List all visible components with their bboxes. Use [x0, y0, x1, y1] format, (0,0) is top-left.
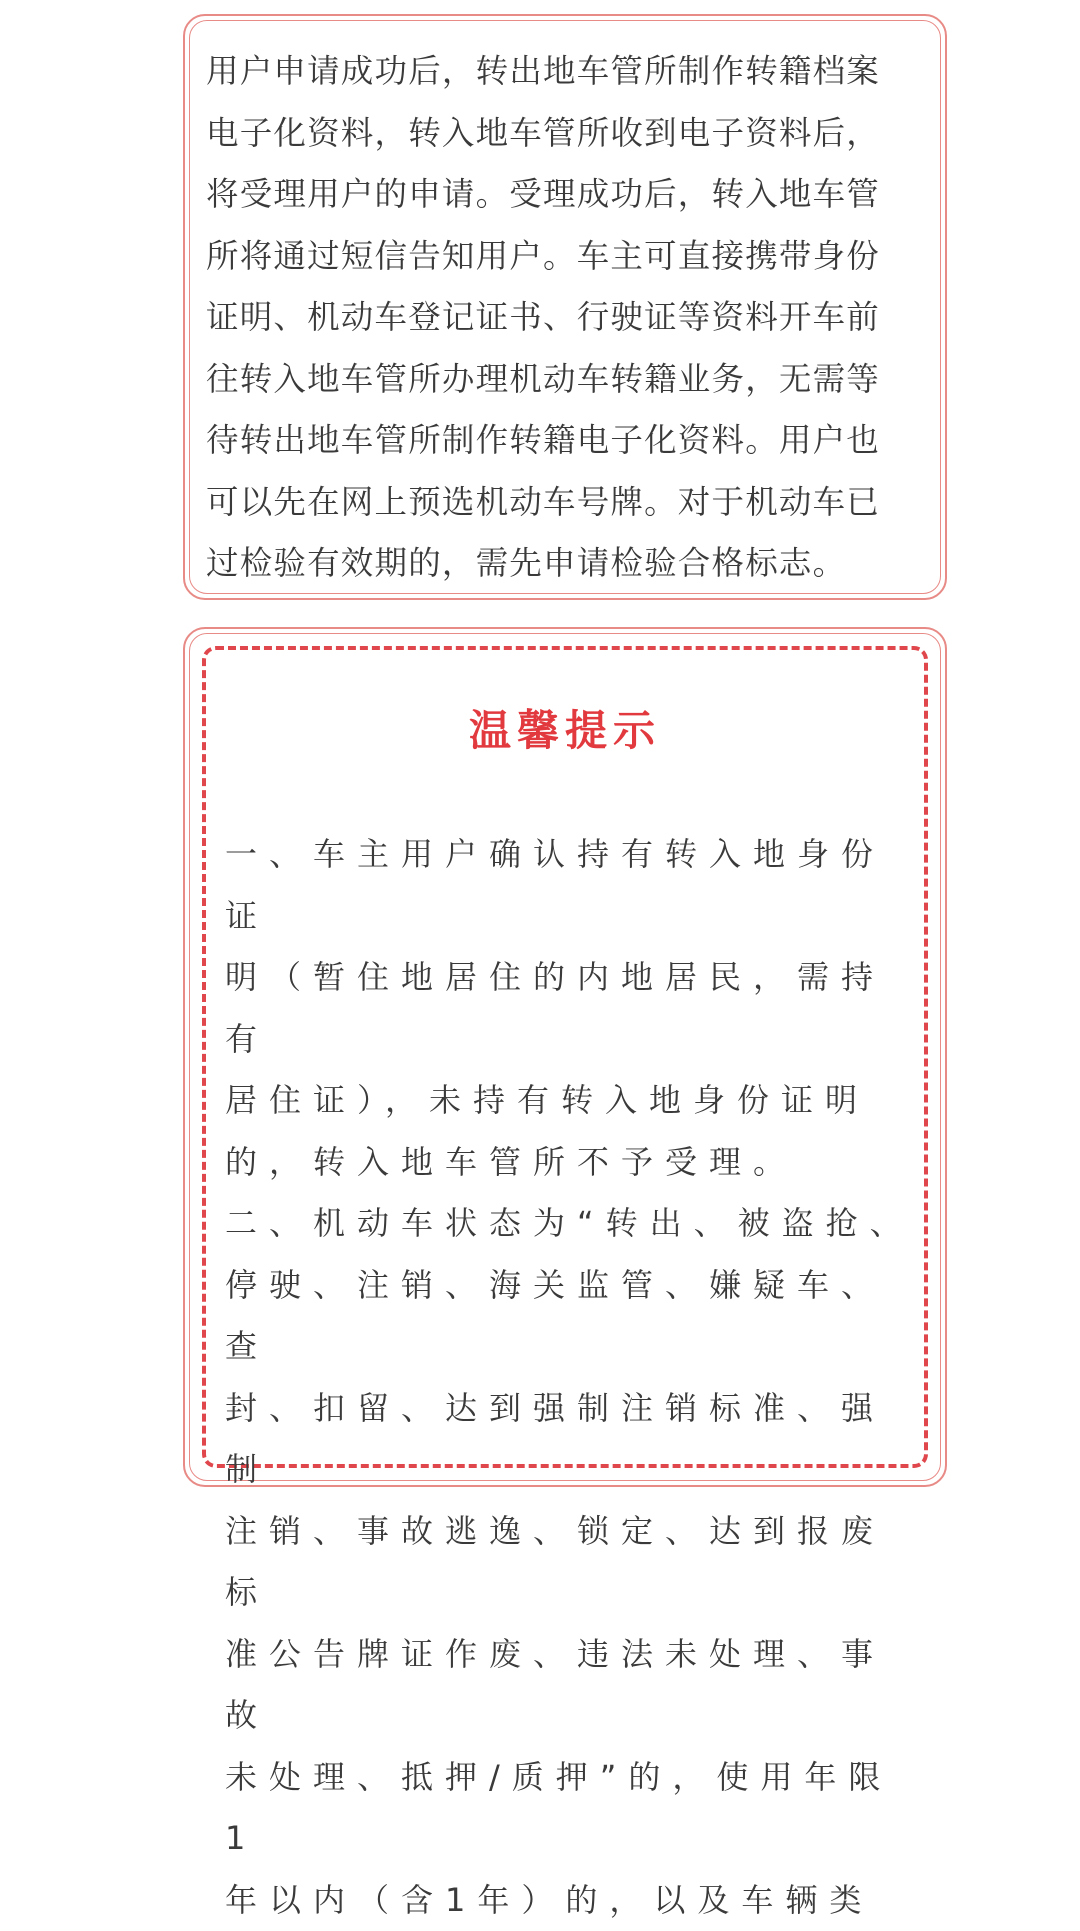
tips-card — [183, 627, 947, 1919]
tips-dashed-frame — [202, 646, 928, 1919]
tips-title: 温馨提示 — [468, 706, 661, 755]
intro-card-inner-border — [189, 20, 941, 594]
tips-card-inner-border — [189, 633, 941, 1919]
intro-card — [183, 14, 947, 600]
tips-body: 一、车主用户确认持有转入地身份证 明（暂住地居住的内地居民，需持有 居住证），未持有转入地身份证明 的，转入地车管所不予受理。 二、机动车状态为“转出、被盗抢、 停驶、注销、海关监管、嫌疑车、查 封、扣留、达到强制注销标准、强制 注销、事故逃逸、锁定、达到报废标 准公告牌证作废、违法未处理、事故 未处理、抵押/质押”的，使用年限1 年以内（含1年）的，以及车辆类 — [225, 835, 914, 1919]
intro-paragraph: 用户申请成功后，转出地车管所制作转籍档案 电子化资料，转入地车管所收到电子资料后， 将受理用户的申请。受理成功后，转入地车管 所将通过短信告知用户。车主可直接携带身份 证明、机动车登记证书、行驶证等资料开车前 往转入地车管所办理机动车转籍业务，无需等 待转出地车管所制作转籍电子化资料。用户也 可以先在网上预选机动车号牌。对于机动车已 过检验有效期的，需先申请检验合格标志。 — [206, 52, 881, 582]
